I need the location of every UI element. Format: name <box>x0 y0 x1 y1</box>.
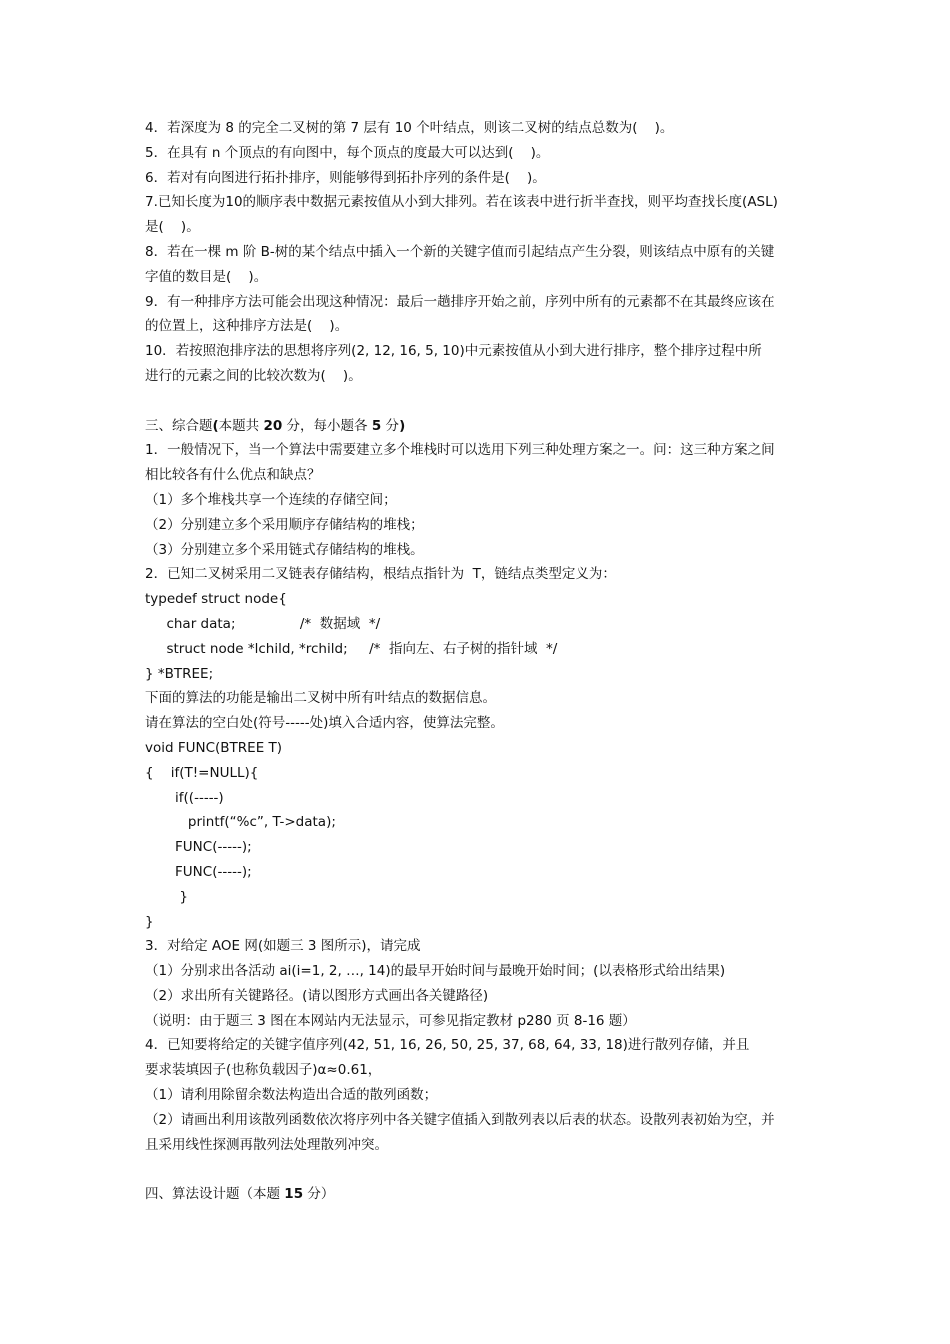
s3-question-4-option-2-line1: （2）请画出利用该散列函数依次将序列中各关键字值插入到散列表以后表的状态。设散列表初始为空，并 <box>145 1111 775 1128</box>
s3-question-3-option-1: （1）分别求出各活动 ai(i=1, 2, …, 14)的最早开始时间与最晚开始时间；(以表格形式给出结果) <box>145 963 726 980</box>
question-8-line1: 8．若在一棵 m 阶 B-树的某个结点中插入一个新的关键字值而引起结点产生分裂，则该结点中原有的关键 <box>145 243 775 260</box>
section-3-heading-mid2: 分，每小题各 <box>282 417 372 434</box>
code-line: FUNC(-----); <box>145 839 252 856</box>
section-4-heading <box>145 1182 820 1207</box>
code-line: void FUNC(BTREE T) <box>145 739 283 756</box>
section-3-heading-prefix: 三、综合题 <box>145 417 213 434</box>
s3-question-4-line2: 要求装填因子(也称负载因子)α≈0.61， <box>145 1062 382 1079</box>
code-line: if((-----) <box>145 789 224 806</box>
s3-question-3-option-2: （2）求出所有关键路径。(请以图形方式画出各关键路径) <box>145 987 489 1004</box>
question-8-line2: 字值的数目是( )。 <box>145 268 268 285</box>
question-9-line1: 9．有一种排序方法可能会出现这种情况：最后一趟排序开始之前，序列中所有的元素都不在其最终应该在 <box>145 293 775 310</box>
section-4-heading-suffix: 分） <box>303 1186 335 1203</box>
question-4: 4．若深度为 8 的完全二叉树的第 7 层有 10 个叶结点，则该二叉树的结点总数为( )。 <box>145 120 674 136</box>
s3-question-4-line1: 4．已知要将给定的关键字值序列(42, 51, 16, 26, 50, 25, 37, 68, 64, 33, 18)进行散列存储，并且 <box>145 1037 750 1054</box>
code-line: printf(“%c”, T->data); <box>145 814 336 831</box>
question-7-line1: 7.已知长度为10的顺序表中数据元素按值从小到大排列。若在该表中进行折半查找，则平均查找长度(ASL) <box>145 194 778 211</box>
code-line: } <box>145 913 154 930</box>
spacer <box>145 389 820 414</box>
s3-question-3-note: （说明：由于题三 3 图在本网站内无法显示，可参见指定教材 p280 页 8-16 题） <box>145 1012 636 1029</box>
s3-question-1-option-3: （3）分别建立多个采用链式存储结构的堆栈。 <box>145 541 424 558</box>
s3-question-4-option-1: （1）请利用除留余数法构造出合适的散列函数； <box>145 1087 438 1104</box>
section-4-points: 15 <box>284 1186 304 1203</box>
code-line: } <box>145 888 188 905</box>
s3-question-2-desc1: 下面的算法的功能是输出二叉树中所有叶结点的数据信息。 <box>145 690 496 707</box>
section-3-heading <box>145 414 820 439</box>
s3-question-2-line1: 2．已知二叉树采用二叉链表存储结构，根结点指针为 T，链结点类型定义为： <box>145 566 616 583</box>
question-9-line2: 的位置上，这种排序方法是( )。 <box>145 318 349 335</box>
section-4-heading-prefix: 四、算法设计题（本题 <box>145 1186 285 1203</box>
section-3-each-points: 5 <box>371 417 382 434</box>
section-3-heading-close: ) <box>399 417 406 434</box>
s3-question-1-line2: 相比较各有什么优点和缺点？ <box>145 467 321 484</box>
section-3-heading-mid1: 本题共 <box>218 417 264 434</box>
question-10-line2: 进行的元素之间的比较次数为( )。 <box>145 367 362 384</box>
s3-question-3-line1: 3．对给定 AOE 网(如题三 3 图所示)，请完成 <box>145 938 421 955</box>
code-line: { if(T!=NULL){ <box>145 764 259 781</box>
question-7-line2: 是( )。 <box>145 219 200 236</box>
section-3-heading-open: ( <box>212 417 219 434</box>
document-body <box>145 116 820 1207</box>
code-line: } *BTREE; <box>145 665 214 682</box>
s3-question-1-option-2: （2）分别建立多个采用顺序存储结构的堆栈； <box>145 516 424 533</box>
section-3-heading-mid3: 分 <box>381 417 400 434</box>
s3-question-4-option-2-line2: 且采用线性探测再散列法处理散列冲突。 <box>145 1136 388 1153</box>
code-line: char data; /* 数据域 */ <box>145 615 381 632</box>
s3-question-1-option-1: （1）多个堆栈共享一个连续的存储空间； <box>145 491 397 508</box>
s3-question-2-desc2: 请在算法的空白处(符号-----处)填入合适内容，使算法完整。 <box>145 715 504 732</box>
section-3-total-points: 20 <box>263 417 283 434</box>
s3-question-1-line1: 1．一般情况下，当一个算法中需要建立多个堆栈时可以选用下列三种处理方案之一。问：这三种方案之间 <box>145 442 775 459</box>
code-line: FUNC(-----); <box>145 863 252 880</box>
code-line: struct node *lchild, *rchild; /* 指向左、右子树的指针域 */ <box>145 640 558 657</box>
question-10-line1: 10．若按照泡排序法的思想将序列(2, 12, 16, 5, 10)中元素按值从小到大进行排序，整个排序过程中所 <box>145 343 762 360</box>
spacer <box>145 1157 820 1182</box>
question-6: 6．若对有向图进行拓扑排序，则能够得到拓扑序列的条件是( )。 <box>145 169 546 186</box>
question-5: 5．在具有 n 个顶点的有向图中，每个顶点的度最大可以达到( )。 <box>145 144 550 161</box>
code-line: typedef struct node{ <box>145 591 287 608</box>
